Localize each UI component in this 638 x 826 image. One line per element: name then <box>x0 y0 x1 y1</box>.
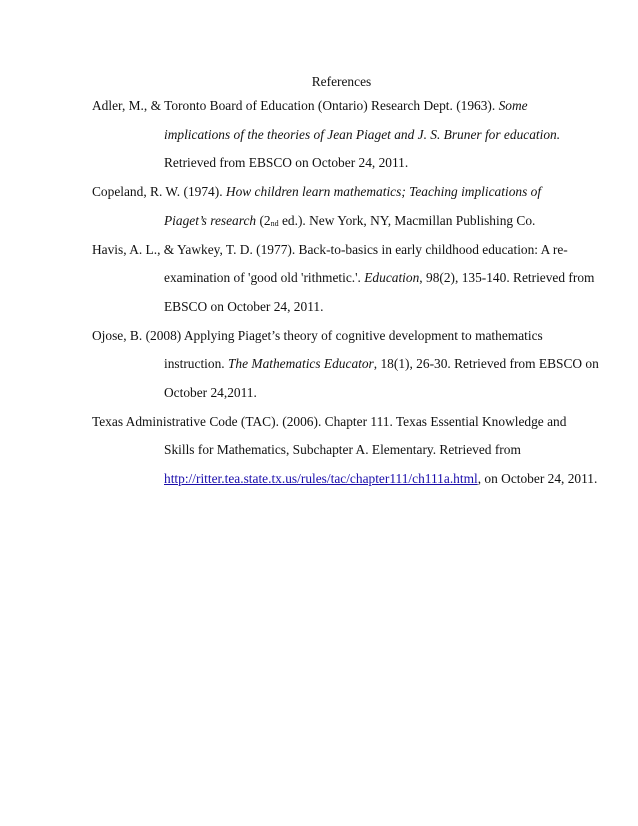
italic-text: Education <box>364 270 420 286</box>
reference-text: Ojose, B. (2008) Applying Piaget’s theory of cognitive development to mathematics <box>92 327 543 343</box>
reference-text: , on October 24, 2011. <box>477 471 598 487</box>
reference-text: , 18(1), 26-30. Retrieved from EBSCO on <box>373 356 599 372</box>
reference-entry-ojose <box>92 322 599 408</box>
reference-text: Skills for Mathematics, Subchapter A. Elementary. Retrieved from <box>164 442 521 458</box>
reference-text: Adler, M., & Toronto Board of Education (Ontario) Research Dept. (1963). <box>92 98 499 113</box>
italic-text: Some <box>498 98 528 113</box>
reference-line <box>128 121 560 150</box>
reference-line <box>128 465 598 494</box>
italic-text: Piaget’s research <box>164 212 257 228</box>
reference-text: Copeland, R. W. (1974). <box>92 184 226 200</box>
reference-entry-adler <box>92 92 560 178</box>
reference-text: EBSCO on October 24, 2011. <box>164 298 324 314</box>
reference-line <box>128 293 560 322</box>
reference-line <box>128 436 560 465</box>
reference-text: Texas Administrative Code (TAC). (2006). Chapter 111. Texas Essential Knowledge and <box>92 413 567 429</box>
reference-text: October 24,2011. <box>164 385 257 401</box>
reference-entry-copeland <box>92 178 560 235</box>
reference-line <box>92 236 568 265</box>
reference-line <box>128 264 595 293</box>
reference-entry-tac <box>92 408 598 494</box>
reference-line <box>128 379 560 408</box>
italic-text: The Mathematics Educator <box>227 356 374 372</box>
references-heading: References <box>311 74 372 89</box>
reference-link[interactable]: http://ritter.tea.state.tx.us/rules/tac/chapter111/ch111a.html <box>164 471 478 487</box>
reference-text: Retrieved from EBSCO on October 24, 2011. <box>164 155 409 171</box>
reference-text: examination of 'good old 'rithmetic.'. <box>164 270 365 286</box>
reference-line <box>128 207 560 236</box>
reference-line <box>92 408 567 437</box>
reference-text: Havis, A. L., & Yawkey, T. D. (1977). Back-to-basics in early childhood education: A re- <box>92 241 568 257</box>
reference-text: ed.). New York, NY, Macmillan Publishing Co. <box>278 212 536 228</box>
reference-text: instruction. <box>164 356 228 372</box>
reference-line <box>128 350 599 379</box>
reference-entry-havis <box>92 236 595 322</box>
reference-text: (2 <box>256 212 271 228</box>
reference-line <box>92 178 560 207</box>
ordinal-suffix: nd <box>270 218 279 228</box>
reference-text: , 98(2), 135-140. Retrieved from <box>419 270 595 286</box>
reference-list <box>92 92 599 494</box>
italic-text: implications of the theories of Jean Piaget and J. S. Bruner for education. <box>164 126 561 142</box>
reference-line <box>128 149 560 178</box>
italic-text: How children learn mathematics; Teaching implications of <box>225 184 542 200</box>
reference-line <box>92 322 560 351</box>
reference-line <box>92 92 560 121</box>
